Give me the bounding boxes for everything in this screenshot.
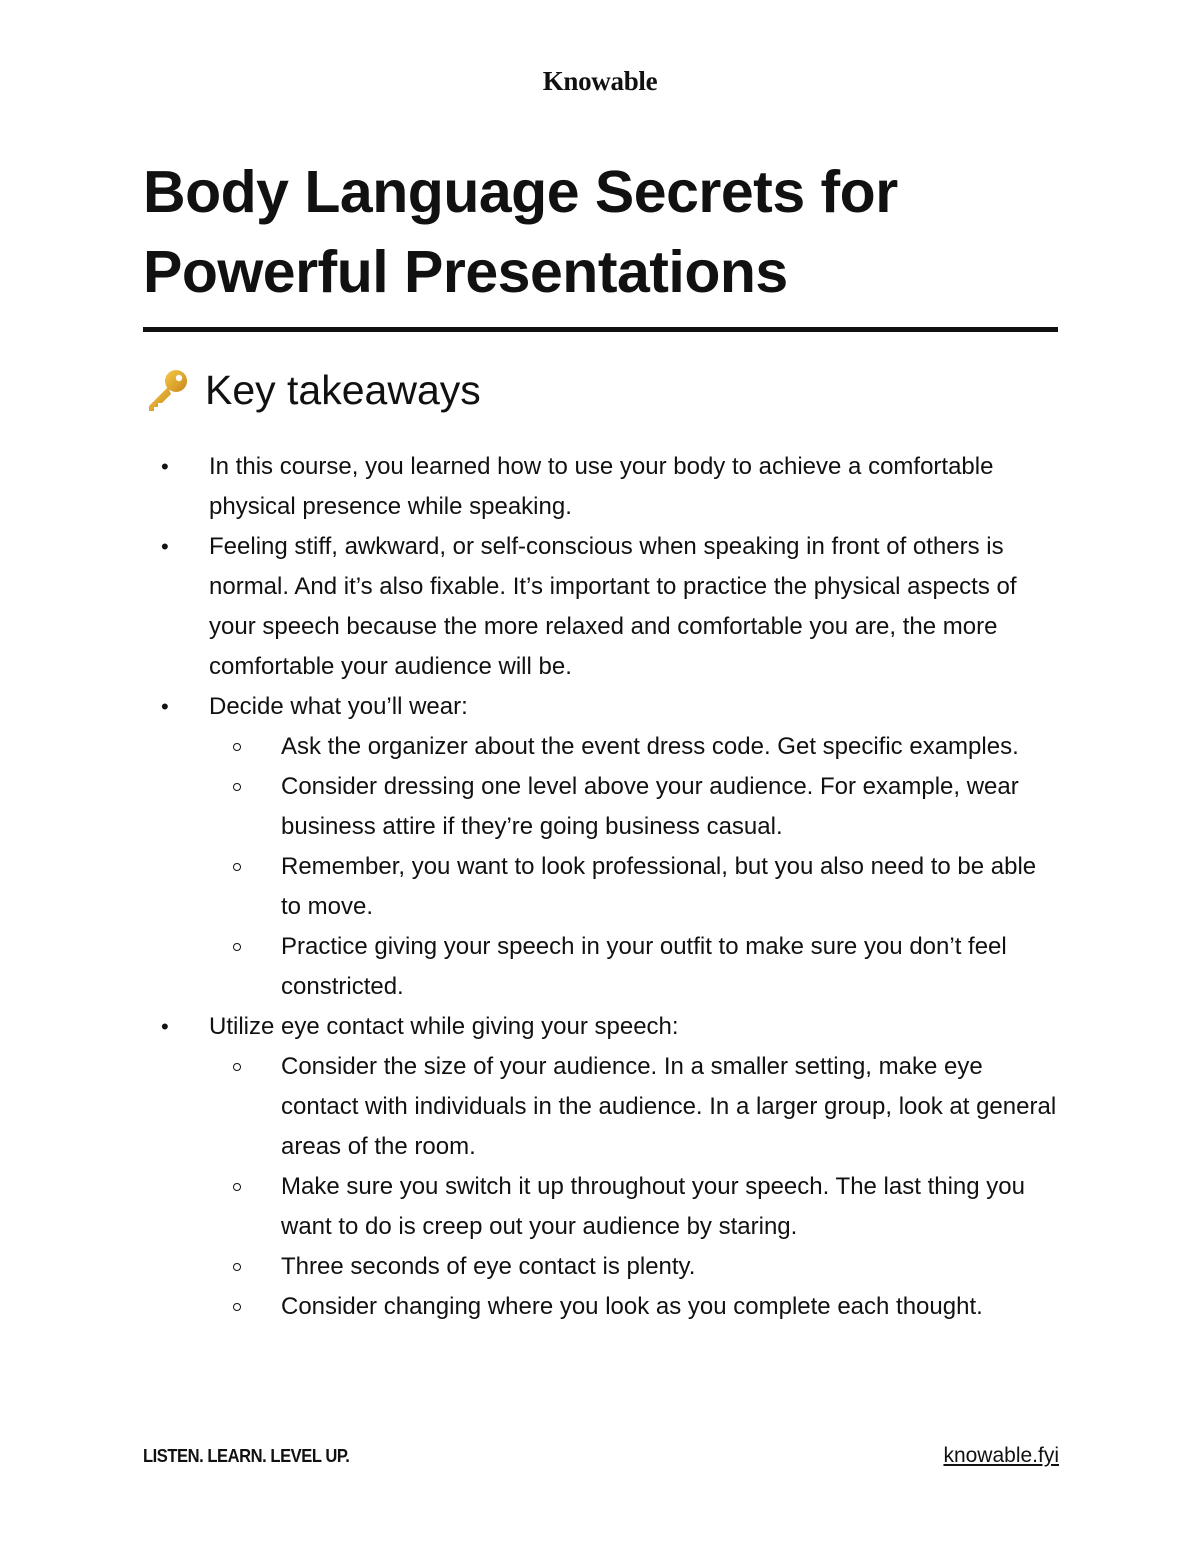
takeaway-sublist — [209, 727, 1057, 1007]
hollow-bullet-icon — [233, 943, 241, 951]
bullet-icon: • — [161, 1014, 169, 1039]
takeaway-subitem — [209, 847, 1057, 927]
footer-tagline: LISTEN. LEARN. LEVEL UP. — [143, 1446, 350, 1466]
section-heading-label: Key takeaways — [205, 367, 481, 413]
takeaway-subitem — [209, 1047, 1057, 1167]
hollow-bullet-icon — [233, 783, 241, 791]
takeaway-subitem-text: Three seconds of eye contact is plenty. — [281, 1253, 696, 1280]
takeaway-subitem — [209, 767, 1057, 847]
takeaway-subitem-text: Consider the size of your audience. In a smaller setting, make eye contact with individuals in the audience. In a larger group, look at general areas of the room. — [281, 1053, 1057, 1160]
hollow-bullet-icon — [233, 1183, 241, 1191]
takeaway-subitem-text: Consider changing where you look as you complete each thought. — [281, 1293, 983, 1320]
section-heading — [143, 364, 481, 416]
key-icon — [143, 366, 191, 414]
takeaway-text: Decide what you’ll wear: — [209, 693, 468, 720]
takeaway-text: Feeling stiff, awkward, or self-conscious when speaking in front of others is normal. And it’s also fixable. It’s important to practice the physical aspects of your speech because the more relaxed and comfortable you are, the more comfortable your audience will be. — [209, 533, 1017, 680]
title-divider — [143, 327, 1058, 332]
takeaway-text: In this course, you learned how to use your body to achieve a comfortable physical presence while speaking. — [209, 453, 994, 520]
takeaway-subitem — [209, 1287, 1057, 1327]
takeaway-subitem-text: Ask the organizer about the event dress code. Get specific examples. — [281, 733, 1019, 760]
takeaway-subitem-text: Consider dressing one level above your audience. For example, wear business attire if they’re going business casual. — [281, 773, 1019, 840]
takeaway-subitem-text: Make sure you switch it up throughout your speech. The last thing you want to do is creep out your audience by staring. — [281, 1173, 1025, 1240]
takeaway-text: Utilize eye contact while giving your speech: — [209, 1013, 679, 1040]
hollow-bullet-icon — [233, 1303, 241, 1311]
takeaway-item — [157, 687, 1057, 1007]
hollow-bullet-icon — [233, 1063, 241, 1071]
takeaway-subitem-text: Remember, you want to look professional, but you also need to be able to move. — [281, 853, 1037, 920]
takeaway-item — [157, 1007, 1057, 1327]
bullet-icon: • — [161, 534, 169, 559]
footer-site-link[interactable]: knowable.fyi — [943, 1444, 1059, 1467]
takeaway-subitem-text: Practice giving your speech in your outfit to make sure you don’t feel constricted. — [281, 933, 1007, 1000]
takeaway-subitem — [209, 1247, 1057, 1287]
hollow-bullet-icon — [233, 863, 241, 871]
takeaway-subitem — [209, 727, 1057, 767]
takeaway-subitem — [209, 1167, 1057, 1247]
hollow-bullet-icon — [233, 1263, 241, 1271]
takeaway-subitem — [209, 927, 1057, 1007]
bullet-icon: • — [161, 454, 169, 479]
brand-logo: Knowable — [542, 66, 658, 96]
bullet-icon: • — [161, 694, 169, 719]
takeaway-item — [157, 447, 1057, 527]
page-title: Body Language Secrets for Powerful Presentations — [143, 159, 898, 305]
takeaway-item — [157, 527, 1057, 687]
hollow-bullet-icon — [233, 743, 241, 751]
takeaways-list — [157, 447, 1057, 1327]
takeaway-sublist — [209, 1047, 1057, 1327]
